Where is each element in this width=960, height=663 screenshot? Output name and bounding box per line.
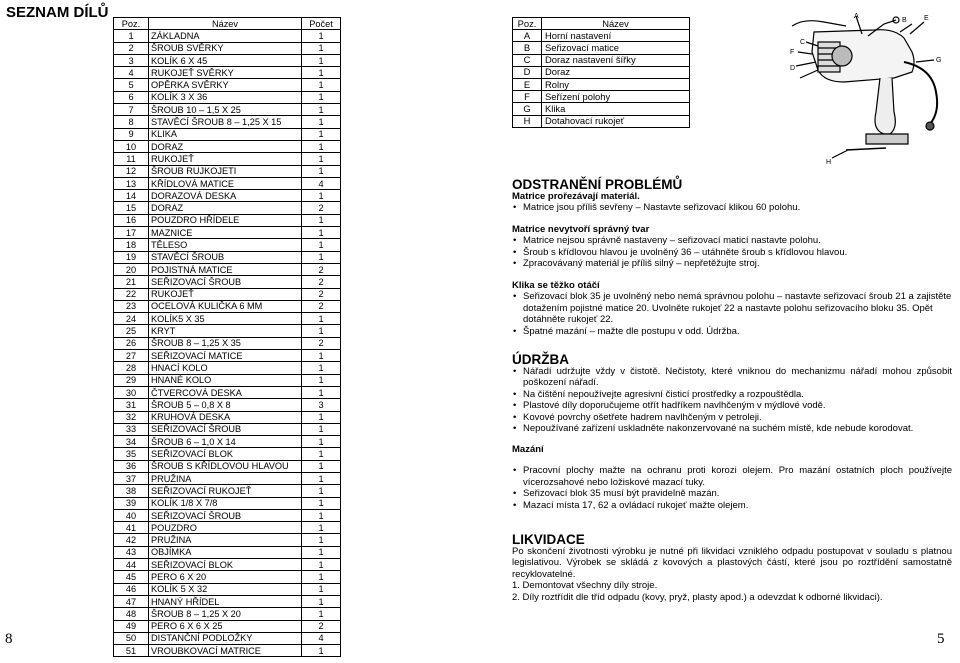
- part-name: ŠROUB SVĚRKY: [149, 42, 302, 54]
- problem-2-list: [512, 235, 952, 270]
- part-pos: 35: [114, 448, 149, 460]
- disposal-step-1: 1. Demontovat všechny díly stroje.: [512, 580, 658, 591]
- part-count: 1: [302, 165, 341, 177]
- part-count: 1: [302, 91, 341, 103]
- part-pos: 8: [114, 116, 149, 128]
- part-count: 1: [302, 583, 341, 595]
- table-row: [114, 128, 341, 140]
- part-pos: 17: [114, 227, 149, 239]
- table-row: [114, 583, 341, 595]
- part-name: HNANÝ HŘÍDEL: [149, 595, 302, 607]
- col-count-header: Počet: [302, 18, 341, 30]
- part-pos: 12: [114, 165, 149, 177]
- table-row: [114, 214, 341, 226]
- disposal-text: Po skončení životnosti výrobku je nutné při likvidaci vzniklého odpadu postupovat v souladu s platnou legislativou. Výrobek se skládá z kovových a plastových částí, které jsou po roztřídění samostatně recyklovatelné.: [512, 545, 952, 580]
- part-name: STAVĚCÍ ŠROUB: [149, 251, 302, 263]
- part-name: SEŘIZOVACÍ RUKOJEŤ: [149, 485, 302, 497]
- parts-header-row: [114, 18, 341, 30]
- list-item: • Šroub s křídlovou hlavou je uvolněný 36 – utáhněte šroub s křídlovou hlavou.: [523, 247, 952, 259]
- table-row: [114, 288, 341, 300]
- part-pos: 36: [114, 460, 149, 472]
- part-pos: 38: [114, 485, 149, 497]
- part-pos: 14: [114, 190, 149, 202]
- table-row: [114, 645, 341, 657]
- legend-pos: C: [513, 54, 542, 66]
- part-pos: 16: [114, 214, 149, 226]
- part-pos: 27: [114, 350, 149, 362]
- part-name: OPĚRKA SVĚRKY: [149, 79, 302, 91]
- part-pos: 1: [114, 30, 149, 42]
- table-row: [114, 239, 341, 251]
- part-count: 2: [302, 620, 341, 632]
- part-name: SEŘIZOVACÍ ŠROUB: [149, 509, 302, 521]
- table-row: [114, 190, 341, 202]
- part-count: 1: [302, 227, 341, 239]
- fig-label-f: F: [790, 49, 795, 56]
- list-item: • Na čištění nepoužívejte agresivní čisticí prostředky a rozpouštědla.: [523, 389, 952, 401]
- part-name: ŠROUB S KŘÍDLOVOU HLAVOU: [149, 460, 302, 472]
- part-count: 1: [302, 645, 341, 657]
- legend-header-row: [513, 18, 690, 30]
- fig-label-b: B: [902, 17, 907, 24]
- part-pos: 32: [114, 411, 149, 423]
- part-name: DISTANČNÍ PODLOŽKY: [149, 632, 302, 644]
- part-count: 1: [302, 534, 341, 546]
- table-row: [114, 202, 341, 214]
- table-row: [513, 78, 690, 90]
- part-pos: 10: [114, 140, 149, 152]
- legend-name: Doraz: [542, 66, 690, 78]
- legend-pos: G: [513, 103, 542, 115]
- legend-name: Rolny: [542, 78, 690, 90]
- part-name: PRUŽINA: [149, 534, 302, 546]
- part-count: 1: [302, 350, 341, 362]
- part-name: HNANÉ KOLO: [149, 374, 302, 386]
- part-name: ŠROUB 8 – 1,25 X 35: [149, 337, 302, 349]
- part-pos: 21: [114, 276, 149, 288]
- part-name: OCELOVÁ KULIČKA 6 MM: [149, 300, 302, 312]
- table-row: [114, 595, 341, 607]
- part-name: ŠROUB 8 – 1,25 X 20: [149, 608, 302, 620]
- part-count: 1: [302, 509, 341, 521]
- part-name: RUKOJEŤ: [149, 153, 302, 165]
- table-row: [114, 227, 341, 239]
- table-row: [114, 116, 341, 128]
- part-count: 1: [302, 546, 341, 558]
- part-name: PERO 6 X 6 X 25: [149, 620, 302, 632]
- part-name: KOLÍK 1/8 X 7/8: [149, 497, 302, 509]
- part-count: 1: [302, 214, 341, 226]
- part-name: DORAZ: [149, 140, 302, 152]
- part-pos: 5: [114, 79, 149, 91]
- table-row: [114, 313, 341, 325]
- maintenance-section: [512, 354, 952, 511]
- part-count: 1: [302, 559, 341, 571]
- part-count: 1: [302, 190, 341, 202]
- lubrication-list: [512, 465, 952, 511]
- part-count: 1: [302, 79, 341, 91]
- legend-pos: D: [513, 66, 542, 78]
- part-name: POUZDRO HŘÍDELE: [149, 214, 302, 226]
- part-pos: 34: [114, 436, 149, 448]
- table-row: [114, 423, 341, 435]
- fig-label-c: C: [800, 39, 806, 46]
- part-pos: 25: [114, 325, 149, 337]
- page-number-right: 5: [937, 631, 945, 647]
- part-count: 1: [302, 153, 341, 165]
- table-row: [114, 54, 341, 66]
- part-count: 1: [302, 595, 341, 607]
- part-count: 4: [302, 177, 341, 189]
- table-row: [114, 177, 341, 189]
- table-row: [114, 42, 341, 54]
- part-pos: 13: [114, 177, 149, 189]
- legend-name: Dotahovací rukojeť: [542, 115, 690, 127]
- part-pos: 30: [114, 386, 149, 398]
- part-name: POJISTNÁ MATICE: [149, 263, 302, 275]
- part-count: 1: [302, 325, 341, 337]
- part-name: SEŘIZOVACÍ ŠROUB: [149, 276, 302, 288]
- part-pos: 43: [114, 546, 149, 558]
- table-row: [114, 251, 341, 263]
- legend-name: Seřízení polohy: [542, 91, 690, 103]
- part-name: SEŘIZOVACÍ BLOK: [149, 448, 302, 460]
- part-pos: 46: [114, 583, 149, 595]
- fig-label-d: D: [790, 65, 796, 72]
- part-name: SEŘIZOVACÍ BLOK: [149, 559, 302, 571]
- legend-name-header: Název: [542, 18, 690, 30]
- page-title: SEZNAM DÍLŮ: [6, 4, 109, 21]
- part-name: KRUHOVÁ DESKA: [149, 411, 302, 423]
- table-row: [114, 362, 341, 374]
- page-number-left: 8: [5, 631, 13, 647]
- problem-3-title: Klika se těžko otáčí: [512, 279, 600, 291]
- problem-1-list: [512, 202, 952, 214]
- part-count: 1: [302, 313, 341, 325]
- part-count: 1: [302, 374, 341, 386]
- part-name: STAVĚCÍ ŠROUB 8 – 1,25 X 15: [149, 116, 302, 128]
- part-count: 1: [302, 411, 341, 423]
- parts-body: [114, 30, 341, 657]
- part-count: 1: [302, 251, 341, 263]
- part-name: HNACÍ KOLO: [149, 362, 302, 374]
- table-row: [114, 534, 341, 546]
- legend-name: Klika: [542, 103, 690, 115]
- part-name: KRYT: [149, 325, 302, 337]
- list-item: • Mazací místa 17, 62 a ovládací rukojeť mažte olejem.: [523, 500, 952, 512]
- table-row: [114, 559, 341, 571]
- table-row: [114, 104, 341, 116]
- part-pos: 29: [114, 374, 149, 386]
- fig-label-h: H: [826, 159, 832, 166]
- part-pos: 40: [114, 509, 149, 521]
- part-name: ČTVERCOVÁ DESKA: [149, 386, 302, 398]
- troubleshooting-title: ODSTRANĚNÍ PROBLÉMŮ: [512, 177, 683, 192]
- table-row: [114, 460, 341, 472]
- part-count: 1: [302, 423, 341, 435]
- part-name: KŘÍDLOVÁ MATICE: [149, 177, 302, 189]
- part-name: ŠROUB RUJKOJETI: [149, 165, 302, 177]
- table-row: [114, 350, 341, 362]
- table-row: [513, 103, 690, 115]
- legend-name: Horní nastavení: [542, 30, 690, 42]
- part-pos: 31: [114, 399, 149, 411]
- part-name: KLIKA: [149, 128, 302, 140]
- table-row: [114, 522, 341, 534]
- table-row: [114, 153, 341, 165]
- part-name: SEŘIZOVACÍ ŠROUB: [149, 423, 302, 435]
- part-count: 2: [302, 202, 341, 214]
- part-name: RUKOJEŤ: [149, 288, 302, 300]
- table-row: [114, 399, 341, 411]
- part-name: VROUBKOVACÍ MATRICE: [149, 645, 302, 657]
- legend-body: [513, 30, 690, 128]
- part-count: 4: [302, 632, 341, 644]
- part-name: OBJÍMKA: [149, 546, 302, 558]
- list-item: • Pracovní plochy mažte na ochranu proti korozi olejem. Pro mazání ostatních ploch používejte vícerozsahové nebo ložiskové mazací tuky.: [523, 465, 952, 488]
- table-row: [513, 42, 690, 54]
- parts-table: [113, 17, 341, 657]
- part-name: ŠROUB 6 – 1,0 X 14: [149, 436, 302, 448]
- part-count: 1: [302, 571, 341, 583]
- part-count: 1: [302, 460, 341, 472]
- part-pos: 9: [114, 128, 149, 140]
- part-pos: 33: [114, 423, 149, 435]
- part-count: 2: [302, 300, 341, 312]
- table-row: [114, 608, 341, 620]
- part-pos: 19: [114, 251, 149, 263]
- maintenance-title: ÚDRŽBA: [512, 352, 569, 367]
- part-count: 3: [302, 399, 341, 411]
- part-pos: 7: [114, 104, 149, 116]
- part-name: ZÁKLADNA: [149, 30, 302, 42]
- part-count: 1: [302, 485, 341, 497]
- part-name: TĚLESO: [149, 239, 302, 251]
- part-pos: 37: [114, 472, 149, 484]
- troubleshooting-section: [512, 179, 952, 337]
- part-count: 2: [302, 263, 341, 275]
- part-pos: 23: [114, 300, 149, 312]
- table-row: [114, 325, 341, 337]
- table-row: [513, 66, 690, 78]
- part-name: KOLÍK 5 X 32: [149, 583, 302, 595]
- part-pos: 45: [114, 571, 149, 583]
- part-count: 1: [302, 472, 341, 484]
- legend-pos: H: [513, 115, 542, 127]
- part-count: 1: [302, 30, 341, 42]
- disposal-section: [512, 534, 952, 603]
- list-item: • Plastové díly doporučujeme otřít hadříkem navlhčeným v mýdlové vodě.: [523, 400, 952, 412]
- table-row: [114, 509, 341, 521]
- part-name: DORAZOVÁ DESKA: [149, 190, 302, 202]
- machine-diagram: [784, 12, 950, 167]
- table-row: [114, 263, 341, 275]
- table-row: [513, 91, 690, 103]
- part-pos: 3: [114, 54, 149, 66]
- legend-pos: B: [513, 42, 542, 54]
- table-row: [114, 411, 341, 423]
- table-row: [114, 472, 341, 484]
- part-name: KOLÍK5 X 35: [149, 313, 302, 325]
- part-count: 1: [302, 42, 341, 54]
- part-count: 1: [302, 54, 341, 66]
- part-pos: 26: [114, 337, 149, 349]
- part-name: MAZNICE: [149, 227, 302, 239]
- list-item: • Nářadí udržujte vždy v čistotě. Nečistoty, které vniknou do mechanizmu nářadí mohou způsobit poškození nářadí.: [523, 366, 952, 389]
- table-row: [114, 571, 341, 583]
- table-row: [114, 140, 341, 152]
- list-item: • Seřizovací blok 35 je uvolněný nebo nemá správnou polohu – nastavte seřizovací šroub 21 a zajistěte dotažením pojistné matice 20. Uvolněte rukojeť 22 a nastavte polohu seřizovacího bloku 35. Opět dotáhněte rukojeť 22.: [523, 291, 952, 326]
- list-item: • Zpracovávaný materiál je příliš silný – nepřetěžujte stroj.: [523, 258, 952, 270]
- table-row: [114, 79, 341, 91]
- list-item: • Matrice nejsou správně nastaveny – seřizovací maticí nastavte polohu.: [523, 235, 952, 247]
- part-pos: 51: [114, 645, 149, 657]
- disposal-title: LIKVIDACE: [512, 532, 585, 547]
- table-row: [114, 497, 341, 509]
- table-row: [114, 165, 341, 177]
- part-pos: 28: [114, 362, 149, 374]
- part-name: ŠROUB 10 – 1,5 X 25: [149, 104, 302, 116]
- part-name: PERO 6 X 20: [149, 571, 302, 583]
- part-count: 2: [302, 276, 341, 288]
- part-count: 1: [302, 362, 341, 374]
- part-pos: 47: [114, 595, 149, 607]
- list-item: • Seřizovací blok 35 musí být pravidelně mazán.: [523, 488, 952, 500]
- part-name: RUKOJEŤ SVĚRKY: [149, 67, 302, 79]
- part-count: 1: [302, 67, 341, 79]
- legend-pos-header: Poz.: [513, 18, 542, 30]
- table-row: [114, 276, 341, 288]
- col-pos-header: Poz.: [114, 18, 149, 30]
- legend-pos: F: [513, 91, 542, 103]
- table-row: [114, 546, 341, 558]
- table-row: [114, 300, 341, 312]
- disposal-step-2: 2. Díly roztřídit dle tříd odpadu (kovy, pryž, plasty apod.) a odevzdat k odborné likvidaci).: [512, 591, 883, 603]
- table-row: [114, 620, 341, 632]
- part-name: KOLÍK 3 X 36: [149, 91, 302, 103]
- part-pos: 20: [114, 263, 149, 275]
- part-count: 1: [302, 140, 341, 152]
- part-count: 1: [302, 448, 341, 460]
- part-pos: 41: [114, 522, 149, 534]
- table-row: [513, 115, 690, 127]
- table-row: [513, 54, 690, 66]
- list-item: • Nepoužívané zařízení uskladněte nakonzervované na suchém místě, kde nebude korodovat.: [523, 423, 952, 435]
- part-pos: 42: [114, 534, 149, 546]
- part-pos: 22: [114, 288, 149, 300]
- list-item: • Špatné mazání – mažte dle postupu v odd. Údržba.: [523, 326, 952, 338]
- part-pos: 2: [114, 42, 149, 54]
- part-count: 1: [302, 104, 341, 116]
- part-pos: 39: [114, 497, 149, 509]
- table-row: [114, 30, 341, 42]
- maintenance-list: [512, 366, 952, 435]
- part-pos: 4: [114, 67, 149, 79]
- part-pos: 24: [114, 313, 149, 325]
- part-pos: 15: [114, 202, 149, 214]
- part-count: 1: [302, 386, 341, 398]
- part-pos: 44: [114, 559, 149, 571]
- table-row: [114, 436, 341, 448]
- fig-label-a: A: [854, 13, 859, 20]
- part-count: 1: [302, 608, 341, 620]
- table-row: [114, 91, 341, 103]
- part-pos: 18: [114, 239, 149, 251]
- legend-name: Seřizovací matice: [542, 42, 690, 54]
- table-row: [114, 337, 341, 349]
- part-count: 1: [302, 128, 341, 140]
- legend-pos: E: [513, 78, 542, 90]
- part-name: SEŘIZOVACÍ MATICE: [149, 350, 302, 362]
- part-pos: 49: [114, 620, 149, 632]
- part-pos: 6: [114, 91, 149, 103]
- problem-3-list: [512, 291, 952, 337]
- part-count: 1: [302, 116, 341, 128]
- col-name-header: Název: [149, 18, 302, 30]
- list-item: • Kovové povrchy ošetřete hadrem navlhčeným v petroleji.: [523, 412, 952, 424]
- table-row: [114, 632, 341, 644]
- legend-table: [512, 17, 690, 128]
- problem-1-title: Matrice prořezávají materiál.: [512, 190, 640, 202]
- part-count: 1: [302, 497, 341, 509]
- part-name: KOLÍK 6 X 45: [149, 54, 302, 66]
- part-pos: 11: [114, 153, 149, 165]
- part-name: POUZDRO: [149, 522, 302, 534]
- table-row: [114, 448, 341, 460]
- part-count: 1: [302, 522, 341, 534]
- table-row: [114, 485, 341, 497]
- part-count: 2: [302, 337, 341, 349]
- lubrication-title: Mazání: [512, 443, 544, 455]
- problem-2-title: Matrice nevytvoří správný tvar: [512, 223, 650, 235]
- table-row: [114, 386, 341, 398]
- fig-label-g: G: [936, 57, 942, 64]
- part-pos: 50: [114, 632, 149, 644]
- list-item: • Matrice jsou příliš sevřeny – Nastavte seřizovací klikou 60 polohu.: [523, 202, 952, 214]
- part-count: 1: [302, 239, 341, 251]
- part-name: DORAZ: [149, 202, 302, 214]
- fig-label-e: E: [924, 15, 929, 22]
- part-count: 1: [302, 436, 341, 448]
- part-pos: 48: [114, 608, 149, 620]
- part-name: ŠROUB 5 – 0,8 X 8: [149, 399, 302, 411]
- part-count: 2: [302, 288, 341, 300]
- table-row: [114, 67, 341, 79]
- legend-pos: A: [513, 30, 542, 42]
- legend-name: Doraz nastavení šířky: [542, 54, 690, 66]
- table-row: [114, 374, 341, 386]
- table-row: [513, 30, 690, 42]
- part-name: PRUŽINA: [149, 472, 302, 484]
